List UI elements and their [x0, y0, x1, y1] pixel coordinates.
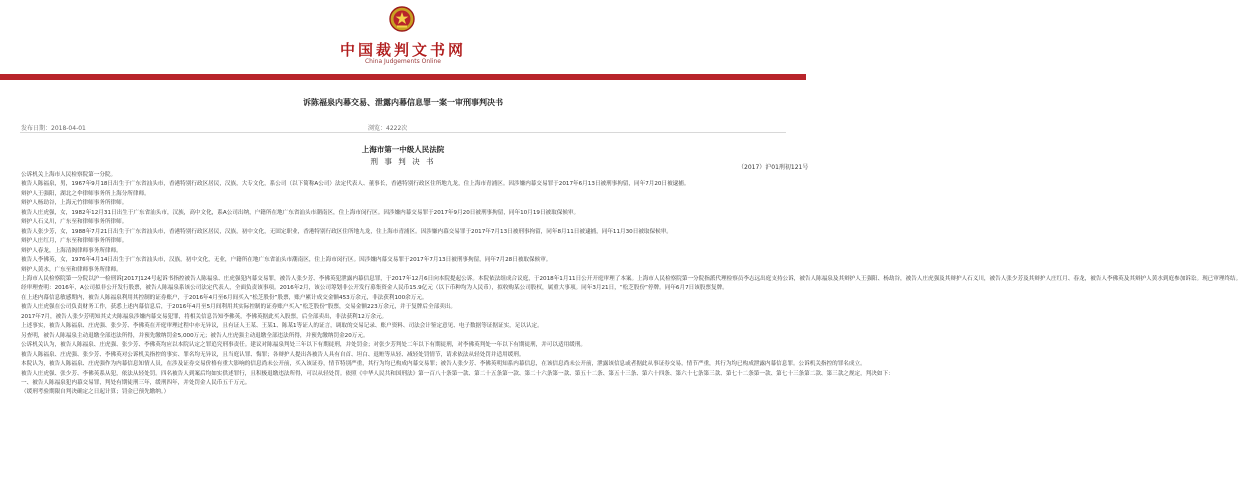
paragraph: 在上述内幕信息敏感期内，被告人陈福泉利用其控制的证券账户，于2016年4月至6月间买入“松芝股份”股票，账户累计成交金额453万余元，非法获利100余万元。 [21, 294, 428, 301]
document-title: 诉陈福泉内幕交易、泄露内幕信息罪一案一审刑事判决书 [303, 98, 503, 107]
paragraph: 上海市人民检察院第一分院以沪一检刑诉[2017]124号起诉书指控被告人陈福泉、庄虎强犯内幕交易罪，被告人张少芳、李佛英犯泄露内幕信息罪，于2017年12月6日向本院提起公诉。本院依法组成合议庭，于2018年1月11日公开开庭审理了本案。上海市人民检察院第一分院指派代理检察员李志远出庭支持公诉，被告人陈福泉及其辩护人王强阳、杨劫谷，被告人庄虎强及其辩护人石义川，被告人张少芳及其辩护人庄红月、春龙，被告人李佛英及其辩护人黄水到庭参加诉讼。现已审理终结。 [21, 275, 1241, 282]
paragraph: 公诉机关认为，被告人陈福泉、庄虎强、张少芳、李佛英均应以本院认定之罪追究刑事责任。建议对陈福泉判处三年以下有期徒刑，并处罚金；对张少芳判处二年以下有期徒刑，对李佛英判处一年以下有期徒刑，并可以适用缓刑。 [21, 342, 586, 349]
paragraph: 被告人庄虎强，女，1982年12月31日出生于广东省汕头市，汉族，高中文化，系A公司出纳，户籍所在地广东省汕头市潮南区，住上海市闵行区。因涉嫌内幕交易罪于2017年9月20日被刑事拘留，同年10月19日被取保候审。 [21, 209, 580, 216]
paragraph: 上述事实，被告人陈福泉、庄虎强、张少芳、李佛英在开庭审理过程中亦无异议，且有证人王某、王某1、陈某1等证人的证言，调取的交易记录、账户资料、司法会计鉴定意见、电子数据等证据证实，足以认定。 [21, 323, 543, 330]
paragraph: 被告人庄虎强在公司负责财务工作，获悉上述内幕信息后，于2016年4月至5月间利用其实际控制的证券账户买入“松芝股份”股票，交易金额223万余元，并于复牌后全部卖出。 [21, 304, 456, 311]
paragraph: 辩护人杨劫谷，上海元竹律师事务所律师。 [21, 200, 128, 207]
site-banner [0, 0, 806, 72]
paragraph: 被告人陈福泉，男，1967年9月18日出生于广东省汕头市，香港特别行政区居民，汉族，大专文化，系公司（以下简称A公司）法定代表人、董事长，香港特别行政区住所地九龙，住上海市青浦区。因涉嫌内幕交易罪于2017年6月13日被刑事拘留，同年7月20日被逮捕。 [21, 181, 690, 188]
paragraph: 经审理查明：2016年，A公司拟非公开发行股票，被告人陈福泉系该公司法定代表人，全面负责该事项。2016年2月，该公司筹划非公开发行募集资金人民币15.9亿元（以下币种均为人民币），拟收购某公司股权，属重大事项。同年3月21日，“松芝股份”停牌。同年6月7日该股票复牌。 [21, 285, 728, 292]
site-subtitle: China Judgements Online [364, 58, 441, 65]
paragraph: 辩护人石义川，广东至和律师事务所律师。 [21, 219, 128, 226]
view-count: 浏览：4222次 [368, 125, 408, 132]
paragraph: 被告人陈福泉、庄虎强、张少芳、李佛英对公诉机关指控的事实、罪名均无异议，且当庭认罪、悔罪；各辩护人提出各被告人具有自首、坦白、退赃等从轻、减轻处罚情节，请求依法从轻处罚并适用缓刑。 [21, 351, 525, 358]
court-name: 上海市第一中级人民法院 [361, 145, 445, 154]
paragraph: 2017年7月，被告人张少芳明知其丈夫陈福泉涉嫌内幕交易犯罪，将相关信息告知李佛英，李佛英据此买入股票，后全部卖出，非法获利12万余元。 [21, 313, 388, 320]
paragraph: 公诉机关上海市人民检察院第一分院。 [21, 172, 117, 178]
document-kind: 刑 事 判 决 书 [370, 157, 436, 166]
publish-date: 发布日期：2018-04-01 [21, 125, 86, 132]
case-number: （2017）沪01刑初121号 [738, 164, 809, 171]
paragraph: 被告人庄虎强、张少芳、李佛英系从犯，依法从轻处罚。四名被告人到案后均如实供述罪行，且积极退缴违法所得，可以从轻处罚。依照《中华人民共和国刑法》第一百八十条第一款、第二十五条第一款、第二十六条第一款、第五十二条、第五十三条、第六十四条、第六十七条第三款、第七十二条第一款、第七十三条第二款、第三款之规定，判决如下： [21, 370, 894, 377]
site-title[interactable]: 中国裁判文书网 [339, 41, 466, 59]
paragraph: 一、被告人陈福泉犯内幕交易罪，判处有期徒刑三年，缓刑四年，并处罚金人民币五千万元。 [21, 379, 251, 386]
paragraph: 本院认为，被告人陈福泉、庄虎强作为内幕信息知情人员，在涉及证券交易价格有重大影响的信息尚未公开前，买入该证券，情节特别严重，其行为均已构成内幕交易罪；被告人张少芳、李佛英明知系内幕信息，在该信息尚未公开前，泄露该信息或者据此从事证券交易，情节严重，其行为均已构成泄露内幕信息罪。公诉机关指控的罪名成立。 [21, 361, 866, 368]
divider [20, 132, 786, 133]
paragraph: 被告人李佛英，女，1976年4月14日出生于广东省汕头市，汉族，初中文化，无业，户籍所在地广东省汕头市潮南区，住上海市闵行区。因涉嫌内幕交易罪于2017年7月13日被刑事拘留，同年7月28日被取保候审。 [21, 257, 552, 264]
paragraph: （缓刑考验期限自判决确定之日起计算；罚金已预先缴纳。） [21, 389, 170, 396]
paragraph: 另查明，被告人陈福泉主动退缴全部违法所得，并预先缴纳罚金5,000万元；被告人庄虎强主动退缴全部违法所得，并预先缴纳罚金20万元。 [21, 332, 369, 339]
paragraph: 辩护人王强阳，湖北之伞律师事务所上海分所律师。 [21, 190, 150, 197]
paragraph: 辩护人黄水，广东至和律师事务所律师。 [21, 266, 122, 273]
paragraph: 辩护人春龙，上海清阁律师事务所律师。 [21, 247, 122, 254]
paragraph: 被告人张少芳，女，1988年7月21日出生于广东省汕头市，香港特别行政区居民，汉族，初中文化，无固定职业，香港特别行政区住所地九龙，住上海市青浦区。因涉嫌内幕交易罪于2017年7月13日被刑事拘留，同年8月11日被逮捕，同年11月30日被取保候审。 [21, 228, 672, 235]
court-emblem-icon [389, 6, 415, 32]
red-header-bar [0, 74, 806, 80]
paragraph: 辩护人庄红月，广东至和律师事务所律师。 [21, 238, 128, 245]
judgment-body [21, 171, 1241, 499]
